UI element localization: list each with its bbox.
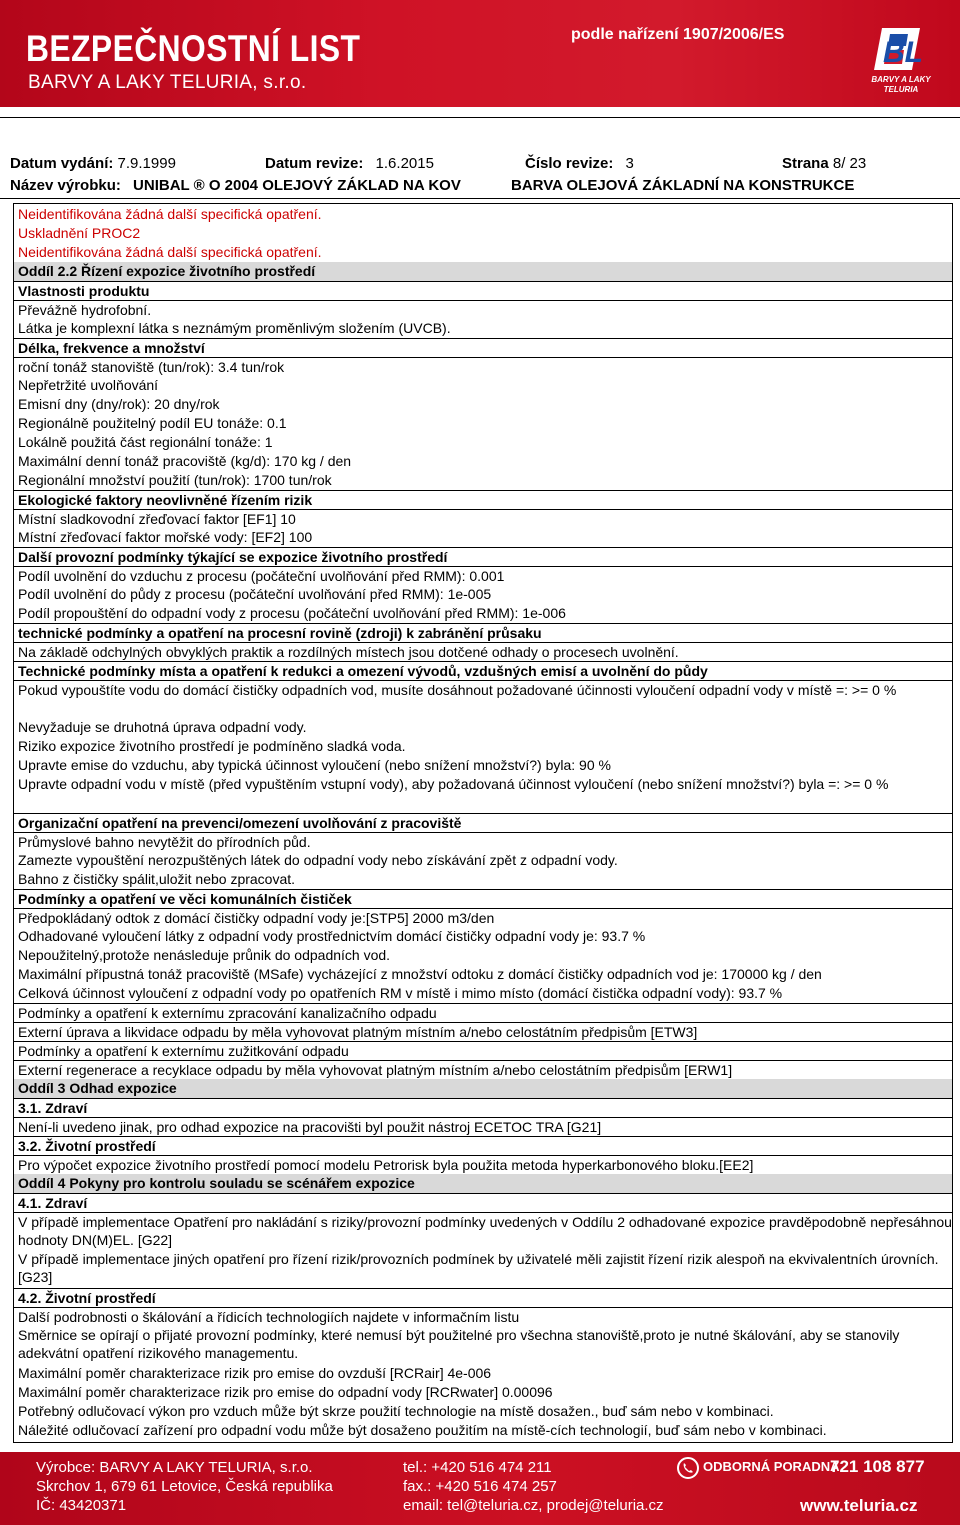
content-line: Náležité odlučovací zařízení pro odpadní vodu může být dosaženo použitím na místě-cích technologií, buď sám nebo v kombinaci. xyxy=(18,1422,827,1438)
content-line: Odhadované vyloučení látky z odpadní vody prostřednictvím domácí čističky odpadní vody je: 93.7 % xyxy=(18,928,646,944)
content-line: Další podrobnosti o škálování a řídicích technologiích najdete v informačním listu xyxy=(14,1307,952,1326)
content-line: Maximální denní tonáž pracoviště (kg/d): 170 kg / den xyxy=(18,453,352,469)
logo-emblem xyxy=(860,22,942,96)
section-heading: Další provozní podmínky týkající se expozice životního prostředí xyxy=(14,547,952,566)
content-line: Směrnice se opírají o přijaté provozní podmínky, které nemusí být použitelné pro všechna stanoviště,proto je nutné škálování, aby se stanovily adekvátní opatření rizikového managementu. xyxy=(18,1327,900,1361)
content-line: Maximální poměr charakterizace rizik pro emise do ovzduší [RCRair] 4e-006 xyxy=(18,1365,492,1381)
section-heading: 4.2. Životní prostředí xyxy=(14,1288,952,1307)
content-line: Nepřetržité uvolňování xyxy=(18,377,159,393)
content-line: Lokálně použitá část regionální tonáže: 1 xyxy=(18,434,273,450)
section-heading: Organizační opatření na prevenci/omezení uvolňování z pracoviště xyxy=(14,813,952,832)
section-heading: Technické podmínky místa a opatření k redukci a omezení vývodů, vzdušných emisí a uvolnění do půdy xyxy=(14,661,952,680)
section-heading: 3.1. Zdraví xyxy=(14,1098,952,1117)
section-heading: 4.1. Zdraví xyxy=(14,1193,952,1212)
logo-line2: TELURIA xyxy=(883,85,919,94)
content-line: Maximální přípustná tonáž pracoviště (MSafe) vycházející z množství odtoku z domácí čističky odpadních vod je: 170000 kg / den xyxy=(18,966,822,982)
section-heading: Vlastnosti produktu xyxy=(14,281,952,300)
content-line: Není-li uvedeno jinak, pro odhad expozice na pracovišti byl použit nástroj ECETOC TRA [G21] xyxy=(14,1117,952,1136)
content-line: Emisní dny (dny/rok): 20 dny/rok xyxy=(18,396,220,412)
content-line: Podmínky a opatření k externímu zužitkování odpadu xyxy=(14,1041,952,1060)
advice-phone: 721 108 877 xyxy=(830,1457,925,1476)
content-line: V případě implementace Opatření pro nakládání s riziky/provozní podmínky uvedených v Oddílu 2 odhadované expozice pravděpodobně nepřesáhnou hodnoty DN(M)EL. [G22] xyxy=(14,1212,952,1250)
content-line: Převážně hydrofobní. xyxy=(14,300,952,319)
teluria-logo xyxy=(860,22,942,96)
content-line: Neidentifikována žádná další specifická opatření. xyxy=(18,206,322,222)
issue-date: Datum vydání: 7.9.1999 xyxy=(10,155,176,172)
content-line: Riziko expozice životního prostředí je podmíněno sladká voda. xyxy=(18,738,406,754)
content-line: roční tonáž stanoviště (tun/rok): 3.4 tun/rok xyxy=(14,357,952,376)
section-heading: Oddíl 4 Pokyny pro kontrolu souladu se scénářem expozice xyxy=(14,1174,952,1193)
content-line: Externí úprava a likvidace odpadu by měla vyhovovat platným místním a/nebo celostátním předpisům [ETW3] xyxy=(14,1022,952,1041)
document-info xyxy=(0,117,960,199)
logo-letters: BL xyxy=(883,36,923,69)
section-heading: Oddíl 2.2 Řízení expozice životního prostředí xyxy=(14,262,952,281)
footer-address: Skrchov 1, 679 61 Letovice, Česká republika xyxy=(36,1478,333,1495)
section-heading: Oddíl 3 Odhad expozice xyxy=(14,1079,952,1098)
content-line: Podmínky a opatření k externímu zpracování kanalizačního odpadu xyxy=(14,1003,952,1022)
footer-maker: Výrobce: BARVY A LAKY TELURIA, s.r.o. xyxy=(36,1459,313,1476)
content-area xyxy=(13,203,953,1443)
content-line: Pro výpočet expozice životního prostředí pomocí modelu Petrorisk byla použita metoda hyperkarbonového bloku.[EE2] xyxy=(14,1155,952,1174)
content-line: Látka je komplexní látka s neznámým proměnlivým složením (UVCB). xyxy=(18,320,451,336)
content-line: Uskladnění PROC2 xyxy=(18,225,141,241)
content-line: Potřebný odlučovací výkon pro vzduch může být skrze použití technologie na místě dosažen., buď sám nebo v kombinaci. xyxy=(18,1403,774,1419)
section-heading: Ekologické faktory neovlivněné řízením rizik xyxy=(14,490,952,509)
revision-date: Datum revize: 1.6.2015 xyxy=(265,155,434,172)
product-description: BARVA OLEJOVÁ ZÁKLADNÍ NA KONSTRUKCE xyxy=(511,177,855,194)
section-heading: Podmínky a opatření ve věci komunálních čističek xyxy=(14,889,952,908)
section-heading: technické podmínky a opatření na procesní rovině (zdroji) k zabránění průsaku xyxy=(14,623,952,642)
content-line: Průmyslové bahno nevytěžit do přírodních půd. xyxy=(14,832,952,851)
website: www.teluria.cz xyxy=(800,1496,918,1515)
content-line: Celková účinnost vyloučení z odpadní vody po opatřeních RM v místě i mimo místo (domácí čistička odpadní vody): 93.7 % xyxy=(18,985,783,1001)
content-line: Místní sladkovodní zřeďovací faktor [EF1] 10 xyxy=(14,509,952,528)
content-line: Bahno z čističky spálit,uložit nebo zpracovat. xyxy=(18,871,296,887)
regulation-text: podle nařízení 1907/2006/ES xyxy=(571,26,785,43)
content-line: Upravte odpadní vodu v místě (před vypuštěním vstupní vody), aby požadovaná účinnost vyloučení (nebo snížení množství?) byla =: >= 0 % xyxy=(18,776,889,792)
content-line: Na základě odchylných obvyklých praktik a rozdílných místech jsou dotčené odhady o procesech uvolnění. xyxy=(14,642,952,661)
footer-tel: tel.: +420 516 474 211 xyxy=(403,1459,552,1476)
document-title: BEZPEČNOSTNÍ LIST xyxy=(26,28,361,69)
content-line: Regionální množství použití (tun/rok): 1700 tun/rok xyxy=(18,472,332,488)
content-line: Nepoužitelný,protože nenásleduje průnik do odpadních vod. xyxy=(18,947,391,963)
content-line: Místní zřeďovací faktor mořské vody: [EF2] 100 xyxy=(18,529,313,545)
section-heading: Délka, frekvence a množství xyxy=(14,338,952,357)
content-line: Nevyžaduje se druhotná úprava odpadní vody. xyxy=(18,719,307,735)
product-name: Název výrobku: UNIBAL ® O 2004 OLEJOVÝ ZÁKLAD NA KOV xyxy=(10,177,461,194)
content-line: Neidentifikována žádná další specifická opatření. xyxy=(18,244,322,260)
content-line: Podíl uvolnění do půdy z procesu (počáteční uvolňování před RMM): 1e-005 xyxy=(18,586,492,602)
content-line: Upravte emise do vzduchu, aby typická účinnost vyloučení (nebo snížení množství?) byla: 90 % xyxy=(18,757,611,773)
logo-line1: BARVY A LAKY xyxy=(871,75,931,84)
revision-number: Číslo revize: 3 xyxy=(525,155,634,172)
content-line: Zamezte vypouštění nerozpuštěných látek do odpadní vody nebo získávání zpět z odpadní vody. xyxy=(18,852,618,868)
section-heading: 3.2. Životní prostředí xyxy=(14,1136,952,1155)
phone-icon xyxy=(677,1457,699,1479)
advice-label: ODBORNÁ PORADNA xyxy=(703,1459,840,1474)
content-line: Regionálně použitelný podíl EU tonáže: 0.1 xyxy=(18,415,287,431)
header-banner xyxy=(0,0,960,107)
footer xyxy=(0,1452,960,1525)
footer-fax: fax.: +420 516 474 257 xyxy=(403,1478,557,1495)
content-line: Předpokládaný odtok z domácí čističky odpadní vody je:[STP5] 2000 m3/den xyxy=(14,908,952,927)
footer-email: email: tel@teluria.cz, prodej@teluria.cz xyxy=(403,1497,664,1514)
page-number: Strana 8/ 23 xyxy=(782,155,867,172)
company-name: BARVY A LAKY TELURIA, s.r.o. xyxy=(28,72,307,93)
content-line: Externí regenerace a recyklace odpadu by měla vyhovovat platným místním a/nebo celostátním předpisům [ERW1] xyxy=(14,1060,952,1079)
content-line: Pokud vypouštíte vodu do domácí čističky odpadních vod, musíte dosáhnout požadované účinnosti vyloučení odpadní vody v místě =: >= 0 % xyxy=(14,680,952,718)
content-line: Maximální poměr charakterizace rizik pro emise do odpadní vody [RCRwater] 0.00096 xyxy=(18,1384,553,1400)
content-line: Podíl uvolnění do vzduchu z procesu (počáteční uvolňování před RMM): 0.001 xyxy=(14,566,952,585)
footer-ico: IČ: 43420371 xyxy=(36,1497,127,1514)
content-line: Podíl propouštění do odpadní vody z procesu (počáteční uvolňování před RMM): 1e-006 xyxy=(18,605,566,621)
content-line: V případě implementace jiných opatření pro řízení rizik/provozních podmínek by uživatelé měli zajistit řízení rizik alespoň na ekvivalentních úrovních.[G23] xyxy=(18,1251,939,1285)
